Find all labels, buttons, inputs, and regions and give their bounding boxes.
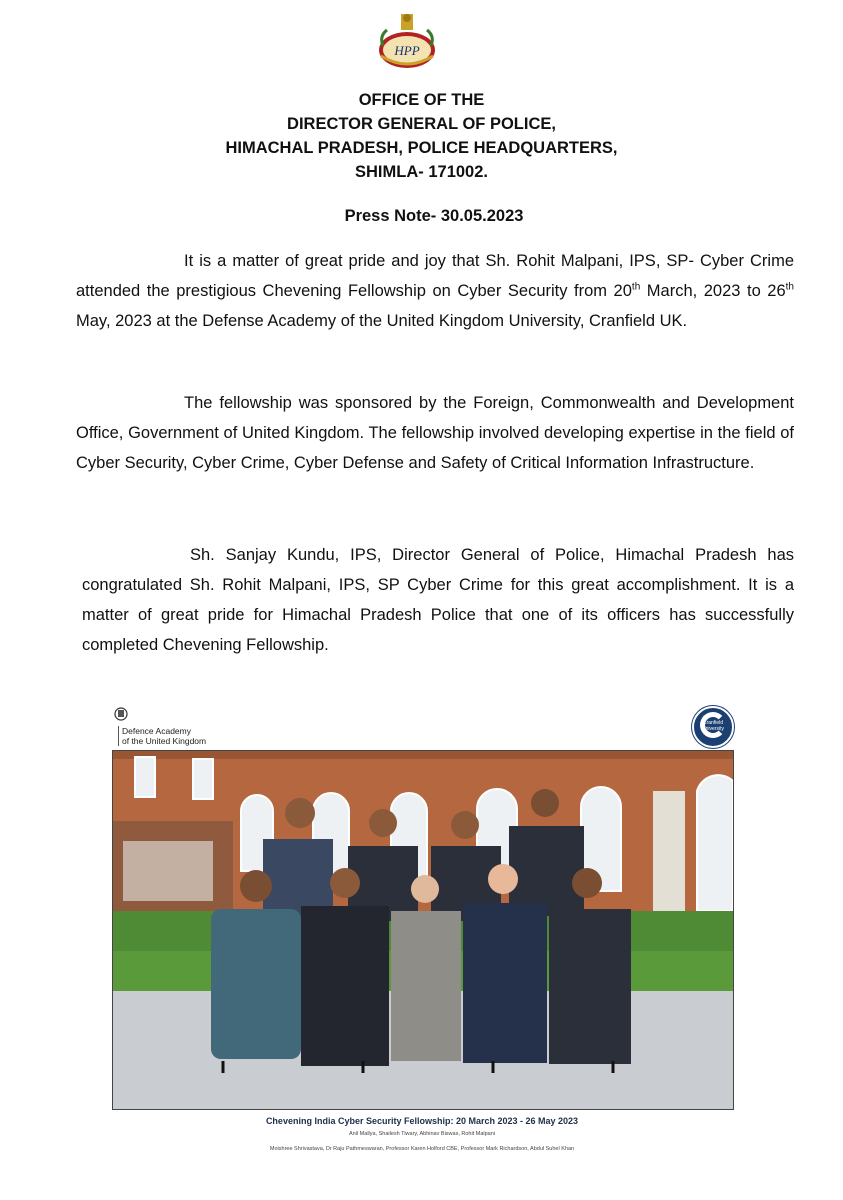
hp-police-emblem-icon <box>371 10 443 74</box>
press-note-title: Press Note- 30.05.2023 <box>344 207 524 225</box>
defence-academy-logo-text <box>118 726 206 746</box>
emblem-text: HPP <box>394 43 420 58</box>
ordinal-suffix-2: th <box>785 281 794 293</box>
group-photo <box>112 750 734 1110</box>
caption-back-row: Anil Mallya, Shailesh Tiwary, Abhinav Biswas, Rohit Malpani <box>348 1131 496 1137</box>
cranfield-logo-text: Cranfield University <box>702 720 724 732</box>
cranfield-logo <box>692 706 734 748</box>
header-line-4: SHIMLA- 171002. <box>355 163 488 181</box>
header-line-1: OFFICE OF THE <box>358 91 485 109</box>
paragraph-1 <box>76 246 794 336</box>
header-line-2: DIRECTOR GENERAL OF POLICE, <box>287 115 556 133</box>
paragraph-1-part-c: May, 2023 at the Defense Academy of the United Kingdom University, Cranfield UK. <box>76 312 688 330</box>
group-photo-illustration <box>113 751 733 1109</box>
header-line-3: HIMACHAL PRADESH, POLICE HEADQUARTERS, <box>225 139 618 157</box>
paragraph-2: The fellowship was sponsored by the Foreign, Commonwealth and Development Office, Government of United Kingdom. The fellowship involved developing expertise in the field of Cyber Security, Cyber Crime, Cyber Defense and Safety of Critical Information Infrastructure. <box>76 394 794 472</box>
office-header <box>0 88 843 184</box>
caption-title: Chevening India Cyber Security Fellowship: 20 March 2023 - 26 May 2023 <box>265 1116 579 1126</box>
caption-front-row: Moishree Shrivastava, Dr Raju Pathmeswaran, Professor Karen Holford CBE, Professor Mark Richardson, Abdul Suhel Khan <box>269 1146 575 1152</box>
paragraph-1-part-a: It is a matter of great pride and joy that Sh. Rohit Malpani, IPS, SP- Cyber Crime attended the prestigious Chevening Fellowship on Cyber Security from 20 <box>76 252 794 300</box>
paragraph-1-part-b: March, 2023 to 26 <box>640 282 786 300</box>
photo-caption <box>112 1115 732 1153</box>
photo-header <box>112 706 732 750</box>
paragraph-3: Sh. Sanjay Kundu, IPS, Director General of Police, Himachal Pradesh has congratulated Sh. Rohit Malpani, IPS, SP Cyber Crime for this great accomplishment. It is a matter of great pride for Himachal Pradesh Police that one of its officers has successfully completed Chevening Fellowship. <box>82 546 794 654</box>
academy-line-2: of the United Kingdom <box>122 736 207 746</box>
academy-line-1: Defence Academy <box>122 726 191 736</box>
ordinal-suffix-1: th <box>631 281 641 293</box>
